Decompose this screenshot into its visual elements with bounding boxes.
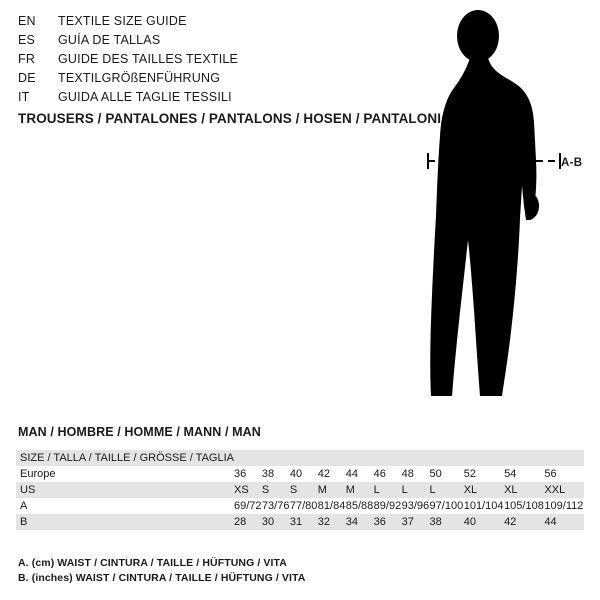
cell: L: [430, 482, 464, 498]
footnote-a: A. (cm) WAIST / CINTURA / TAILLE / HÜFTUNG / VITA: [18, 557, 287, 569]
cell: 56: [544, 468, 557, 480]
cell: 31: [290, 514, 318, 530]
cell: XXL: [544, 482, 584, 498]
cell: 69/72: [233, 500, 262, 512]
cell: M: [346, 482, 374, 498]
cell: 36: [374, 514, 402, 530]
figure-hand: [528, 192, 539, 220]
cell: 54: [504, 468, 517, 480]
row-label: US: [16, 482, 234, 498]
table-row: [16, 450, 584, 466]
cell: XS: [234, 482, 262, 498]
cell: 85/88: [345, 500, 374, 512]
cell: 101/104: [463, 500, 504, 512]
language-code: EN: [18, 14, 36, 28]
table-row: [16, 514, 584, 530]
language-row: [18, 71, 398, 90]
cell: [430, 450, 464, 466]
language-text: TEXTILGRÖßENFÜHRUNG: [58, 71, 221, 85]
cell: 50: [429, 468, 442, 480]
cell: 42: [504, 514, 544, 530]
cell: 42: [317, 468, 331, 480]
language-text: GUIDA ALLE TAGLIE TESSILI: [58, 90, 232, 104]
footnotes: [18, 556, 305, 586]
language-text: GUÍA DE TALLAS: [58, 33, 161, 47]
cell: 40: [289, 468, 303, 480]
row-label: SIZE / TALLA / TAILLE / GRÖSSE / TAGLIA: [16, 450, 234, 466]
table-row: [16, 498, 584, 514]
cell: 77/80: [289, 500, 318, 512]
language-row: [18, 14, 398, 33]
body-silhouette-figure: [400, 10, 600, 410]
language-text: TEXTILE SIZE GUIDE: [58, 14, 187, 28]
language-row: [18, 90, 398, 109]
cell: 105/108: [504, 500, 544, 512]
cell: 93/96: [401, 500, 430, 512]
cell: S: [262, 482, 290, 498]
language-title-block: [18, 14, 398, 109]
cell: 73/76: [261, 500, 290, 512]
row-label: B: [16, 514, 234, 530]
cell: XL: [464, 482, 504, 498]
size-table: [16, 450, 584, 530]
language-row: [18, 52, 398, 71]
cell: XL: [504, 482, 544, 498]
cell: 32: [318, 514, 346, 530]
cell: 109/112: [544, 500, 584, 512]
cell: 28: [234, 514, 262, 530]
language-code: FR: [18, 52, 36, 66]
cell: [374, 450, 402, 466]
cell: 34: [346, 514, 374, 530]
footnote-b: B. (inches) WAIST / CINTURA / TAILLE / HÜFTUNG / VITA: [18, 572, 306, 584]
cell: 36: [233, 468, 247, 480]
cell: M: [318, 482, 346, 498]
language-code: ES: [18, 33, 36, 47]
cell: 38: [261, 468, 275, 480]
table-row: [16, 466, 584, 482]
figure-body: [430, 58, 536, 396]
cell: 52: [463, 468, 476, 480]
row-label: Europe: [20, 468, 56, 480]
product-title: TROUSERS / PANTALONES / PANTALONS / HOSEN / PANTALONI: [18, 111, 442, 126]
cell: 44: [345, 468, 358, 480]
cell: [544, 450, 584, 466]
cell: L: [402, 482, 430, 498]
cell: 37: [402, 514, 430, 530]
cell: [402, 450, 430, 466]
table-row: [16, 482, 584, 498]
cell: [504, 450, 544, 466]
cell: [290, 450, 318, 466]
cell: 48: [401, 468, 414, 480]
language-code: DE: [18, 71, 36, 85]
cell: [234, 450, 262, 466]
cell: 38: [430, 514, 464, 530]
cell: S: [290, 482, 318, 498]
cell: [464, 450, 504, 466]
cell: 46: [373, 468, 386, 480]
cell: 30: [262, 514, 290, 530]
language-row: [18, 33, 398, 52]
language-code: IT: [18, 90, 30, 104]
cell: L: [374, 482, 402, 498]
cell: 40: [464, 514, 504, 530]
cell: [262, 450, 290, 466]
cell: 89/92: [373, 500, 402, 512]
cell: [346, 450, 374, 466]
cell: 81/84: [317, 500, 346, 512]
cell: 97/100: [429, 500, 464, 512]
gender-title: MAN / HOMBRE / HOMME / MANN / MAN: [18, 425, 261, 439]
figure-head: [457, 10, 499, 62]
cell: 44: [544, 514, 584, 530]
language-text: GUIDE DES TAILLES TEXTILE: [58, 52, 239, 66]
measure-label-ab: A-B: [561, 157, 583, 169]
cell: [318, 450, 346, 466]
row-label: A: [20, 500, 28, 512]
